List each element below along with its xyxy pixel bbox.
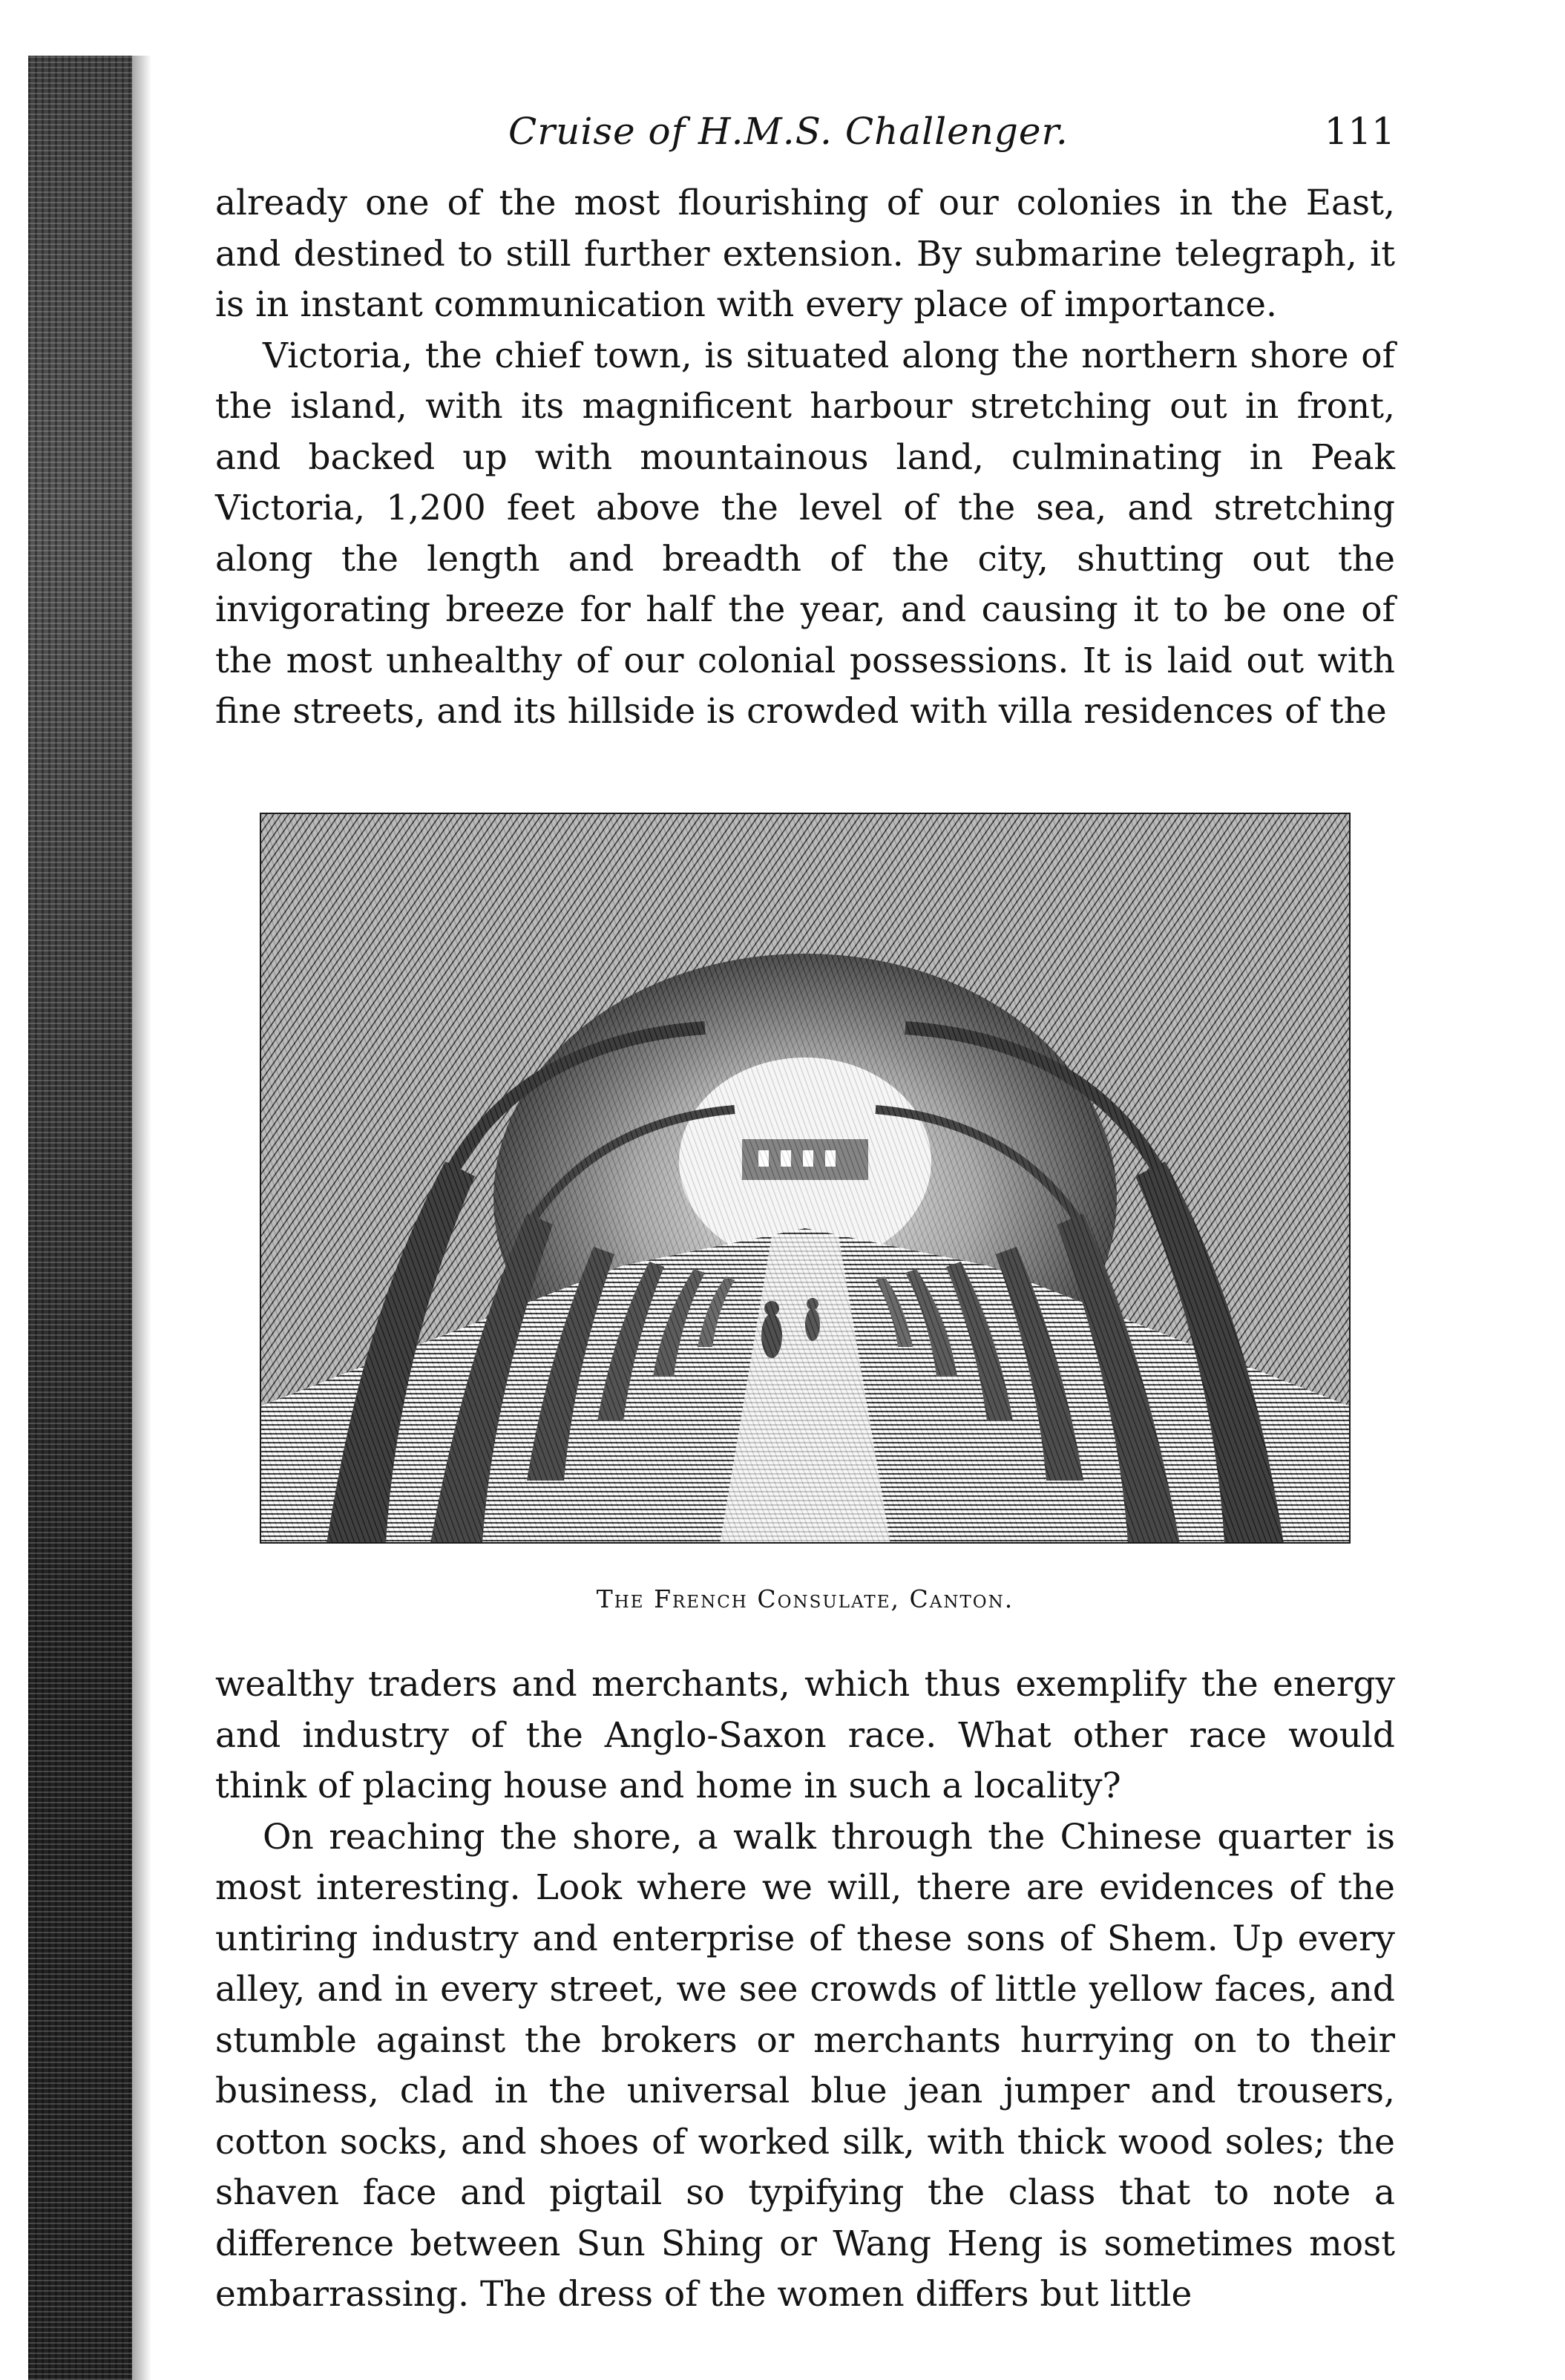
figure-caption: The French Consulate, Canton. xyxy=(596,1584,1014,1613)
paragraph-3: wealthy traders and merchants, which thus exemplify the energy and industry of the Anglo-Saxon race. What other race would think of placing house and home in such a locality? xyxy=(215,1664,1395,1806)
avenue-of-trees-engraving xyxy=(260,813,1351,1544)
running-head xyxy=(215,110,1395,162)
running-title: Cruise of H.M.S. Challenger. xyxy=(508,110,1069,153)
binding-shadow xyxy=(28,56,132,2380)
paragraph-2: Victoria, the chief town, is situated along the northern shore of the island, with its magnificent harbour stretching out in front, and backed up with mountainous land, culminating in Peak Victoria, 1,200 feet above the level of the sea, and stretching along the length and breadth of the city, shutting out the invigorating breeze for half the year, and causing it to be one of the most unhealthy of our colonial possessions. It is laid out with fine streets, and its hillside is crowded with villa residences of the xyxy=(215,335,1395,732)
engraving-illustration xyxy=(260,813,1351,1544)
body-text-top xyxy=(215,178,1395,738)
body-text-bottom xyxy=(215,1659,1395,2321)
page-number: 111 xyxy=(1324,110,1395,153)
paragraph-4: On reaching the shore, a walk through the Chinese quarter is most interesting. Look where we will, there are evidences of the untiring industry and enterprise of these sons of Shem. Up every alley, and in every street, we see crowds of little yellow faces, and stumble against the brokers or merchants hurrying on to their business, clad in the universal blue jean jumper and trousers, cotton socks, and shoes of worked silk, with thick wood soles; the shaven face and pigtail so typifying the class that to note a difference between Sun Shing or Wang Heng is sometimes most embarrassing. The dress of the women differs but little xyxy=(215,1816,1395,2315)
paragraph-1: already one of the most flourishing of our colonies in the East, and destined to still further extension. By submarine telegraph, it is in instant communication with every place of importance. xyxy=(215,183,1395,325)
